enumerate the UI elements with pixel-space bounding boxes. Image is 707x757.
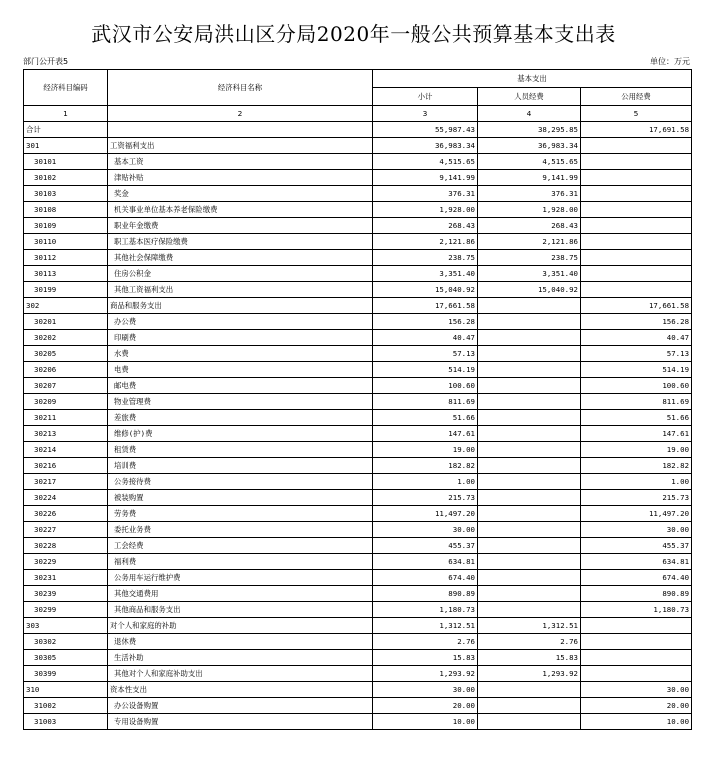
- code-cell: 30216: [24, 458, 108, 474]
- subtotal-cell: 57.13: [373, 346, 478, 362]
- code-cell: 30302: [24, 634, 108, 650]
- table-row: [24, 634, 692, 650]
- subtotal-cell: 19.00: [373, 442, 478, 458]
- code-cell: 30226: [24, 506, 108, 522]
- subtotal-cell: 11,497.20: [373, 506, 478, 522]
- subtotal-cell: 15,040.92: [373, 282, 478, 298]
- name-cell: 基本工资: [108, 154, 373, 170]
- code-cell: 30101: [24, 154, 108, 170]
- public-cell: 674.40: [581, 570, 692, 586]
- personnel-cell: 15.83: [478, 650, 581, 666]
- public-cell: 215.73: [581, 490, 692, 506]
- name-cell: 机关事业单位基本养老保险缴费: [108, 202, 373, 218]
- code-cell: 30206: [24, 362, 108, 378]
- personnel-cell: 2,121.86: [478, 234, 581, 250]
- table-row: [24, 586, 692, 602]
- name-cell: 公务接待费: [108, 474, 373, 490]
- personnel-cell: 2.76: [478, 634, 581, 650]
- code-cell: 30217: [24, 474, 108, 490]
- table-row: [24, 602, 692, 618]
- table-row: [24, 618, 692, 634]
- name-cell: 水费: [108, 346, 373, 362]
- header-basic: 基本支出: [373, 70, 692, 88]
- table-row: [24, 458, 692, 474]
- subtotal-cell: 55,987.43: [373, 122, 478, 138]
- table-row: [24, 410, 692, 426]
- code-cell: 31002: [24, 698, 108, 714]
- name-cell: 职工基本医疗保险缴费: [108, 234, 373, 250]
- name-cell: 办公设备购置: [108, 698, 373, 714]
- name-cell: 电费: [108, 362, 373, 378]
- personnel-cell: [478, 554, 581, 570]
- code-cell: 30109: [24, 218, 108, 234]
- subtotal-cell: 9,141.99: [373, 170, 478, 186]
- table-row: [24, 314, 692, 330]
- public-cell: [581, 170, 692, 186]
- name-cell: 专用设备购置: [108, 714, 373, 730]
- public-cell: [581, 666, 692, 682]
- subtotal-cell: 17,661.58: [373, 298, 478, 314]
- code-cell: 30213: [24, 426, 108, 442]
- personnel-cell: 36,983.34: [478, 138, 581, 154]
- code-cell: 30102: [24, 170, 108, 186]
- code-cell: 30201: [24, 314, 108, 330]
- subtotal-cell: 376.31: [373, 186, 478, 202]
- table-row: [24, 442, 692, 458]
- subtotal-cell: 674.40: [373, 570, 478, 586]
- subtotal-cell: 890.89: [373, 586, 478, 602]
- table-row: [24, 346, 692, 362]
- name-cell: 培训费: [108, 458, 373, 474]
- table-row: [24, 138, 692, 154]
- code-cell: 30209: [24, 394, 108, 410]
- code-cell: 30399: [24, 666, 108, 682]
- personnel-cell: [478, 714, 581, 730]
- table-row: [24, 570, 692, 586]
- subtotal-cell: 10.00: [373, 714, 478, 730]
- name-cell: 其他商品和服务支出: [108, 602, 373, 618]
- public-cell: [581, 650, 692, 666]
- header-code: 经济科目编码: [24, 70, 108, 106]
- code-cell: 30112: [24, 250, 108, 266]
- subtotal-cell: 238.75: [373, 250, 478, 266]
- index-cell: 2: [108, 106, 373, 122]
- subtotal-cell: 215.73: [373, 490, 478, 506]
- table-row: [24, 330, 692, 346]
- table-row: [24, 490, 692, 506]
- table-row: [24, 666, 692, 682]
- public-cell: 20.00: [581, 698, 692, 714]
- table-row: [24, 698, 692, 714]
- personnel-cell: 3,351.40: [478, 266, 581, 282]
- personnel-cell: [478, 698, 581, 714]
- subtotal-cell: 2,121.86: [373, 234, 478, 250]
- table-row: [24, 426, 692, 442]
- code-cell: 30227: [24, 522, 108, 538]
- name-cell: 商品和服务支出: [108, 298, 373, 314]
- subtotal-cell: 100.60: [373, 378, 478, 394]
- public-cell: [581, 154, 692, 170]
- name-cell: 邮电费: [108, 378, 373, 394]
- personnel-cell: 1,928.00: [478, 202, 581, 218]
- table-row: [24, 218, 692, 234]
- table-row: [24, 170, 692, 186]
- subtotal-cell: 514.19: [373, 362, 478, 378]
- code-cell: 30299: [24, 602, 108, 618]
- personnel-cell: [478, 538, 581, 554]
- name-cell: 其他交通费用: [108, 586, 373, 602]
- table-row: [24, 554, 692, 570]
- table-row: [24, 122, 692, 138]
- public-cell: 514.19: [581, 362, 692, 378]
- personnel-cell: [478, 522, 581, 538]
- subtotal-cell: 1,293.92: [373, 666, 478, 682]
- personnel-cell: [478, 506, 581, 522]
- subtotal-cell: 1,180.73: [373, 602, 478, 618]
- table-row: [24, 250, 692, 266]
- code-cell: 310: [24, 682, 108, 698]
- public-cell: 17,661.58: [581, 298, 692, 314]
- subtotal-cell: 15.83: [373, 650, 478, 666]
- personnel-cell: 1,293.92: [478, 666, 581, 682]
- code-cell: 30224: [24, 490, 108, 506]
- index-cell: 3: [373, 106, 478, 122]
- code-cell: 30211: [24, 410, 108, 426]
- name-cell: 退休费: [108, 634, 373, 650]
- table-row: [24, 378, 692, 394]
- table-body: [24, 122, 692, 730]
- header-public: 公用经费: [581, 88, 692, 106]
- public-cell: [581, 266, 692, 282]
- personnel-cell: 268.43: [478, 218, 581, 234]
- subtotal-cell: 36,983.34: [373, 138, 478, 154]
- personnel-cell: [478, 602, 581, 618]
- name-cell: 差旅费: [108, 410, 373, 426]
- subtotal-cell: 1.00: [373, 474, 478, 490]
- name-cell: 奖金: [108, 186, 373, 202]
- public-cell: 11,497.20: [581, 506, 692, 522]
- code-cell: 30113: [24, 266, 108, 282]
- name-cell: 津贴补贴: [108, 170, 373, 186]
- public-cell: 811.69: [581, 394, 692, 410]
- code-cell: 30207: [24, 378, 108, 394]
- name-cell: 办公费: [108, 314, 373, 330]
- personnel-cell: 376.31: [478, 186, 581, 202]
- name-cell: 租赁费: [108, 442, 373, 458]
- name-cell: 被装购置: [108, 490, 373, 506]
- public-cell: 40.47: [581, 330, 692, 346]
- code-cell: 302: [24, 298, 108, 314]
- personnel-cell: [478, 586, 581, 602]
- personnel-cell: [478, 426, 581, 442]
- code-cell: 30103: [24, 186, 108, 202]
- name-cell: 住房公积金: [108, 266, 373, 282]
- public-cell: [581, 282, 692, 298]
- subtotal-cell: 156.28: [373, 314, 478, 330]
- code-cell: 30305: [24, 650, 108, 666]
- header-personnel: 人员经费: [478, 88, 581, 106]
- table-row: [24, 394, 692, 410]
- public-cell: 156.28: [581, 314, 692, 330]
- name-cell: [108, 122, 373, 138]
- index-cell: 4: [478, 106, 581, 122]
- public-cell: 51.66: [581, 410, 692, 426]
- personnel-cell: [478, 490, 581, 506]
- personnel-cell: [478, 378, 581, 394]
- name-cell: 工资福利支出: [108, 138, 373, 154]
- subtotal-cell: 811.69: [373, 394, 478, 410]
- name-cell: 公务用车运行维护费: [108, 570, 373, 586]
- public-cell: [581, 186, 692, 202]
- subtotal-cell: 2.76: [373, 634, 478, 650]
- subtotal-cell: 1,928.00: [373, 202, 478, 218]
- table-row: [24, 282, 692, 298]
- code-cell: 30228: [24, 538, 108, 554]
- public-cell: 100.60: [581, 378, 692, 394]
- subtotal-cell: 30.00: [373, 682, 478, 698]
- table-row: [24, 506, 692, 522]
- personnel-cell: [478, 394, 581, 410]
- public-cell: 1.00: [581, 474, 692, 490]
- name-cell: 福利费: [108, 554, 373, 570]
- index-cell: 5: [581, 106, 692, 122]
- personnel-cell: [478, 570, 581, 586]
- name-cell: 其他社会保障缴费: [108, 250, 373, 266]
- code-cell: 30108: [24, 202, 108, 218]
- subtotal-cell: 40.47: [373, 330, 478, 346]
- personnel-cell: 9,141.99: [478, 170, 581, 186]
- public-cell: [581, 634, 692, 650]
- personnel-cell: [478, 362, 581, 378]
- subtotal-cell: 20.00: [373, 698, 478, 714]
- public-cell: [581, 250, 692, 266]
- table-row: [24, 266, 692, 282]
- table-row: [24, 362, 692, 378]
- code-cell: 30229: [24, 554, 108, 570]
- public-cell: 10.00: [581, 714, 692, 730]
- personnel-cell: [478, 330, 581, 346]
- subtotal-cell: 147.61: [373, 426, 478, 442]
- budget-table: [23, 69, 692, 730]
- code-cell: 301: [24, 138, 108, 154]
- public-cell: 30.00: [581, 682, 692, 698]
- table-row: [24, 714, 692, 730]
- table-row: [24, 202, 692, 218]
- code-cell: 303: [24, 618, 108, 634]
- name-cell: 印刷费: [108, 330, 373, 346]
- personnel-cell: 15,040.92: [478, 282, 581, 298]
- subtotal-cell: 4,515.65: [373, 154, 478, 170]
- subtotal-cell: 268.43: [373, 218, 478, 234]
- code-cell: 31003: [24, 714, 108, 730]
- public-cell: 634.81: [581, 554, 692, 570]
- public-cell: 19.00: [581, 442, 692, 458]
- table-row: [24, 234, 692, 250]
- personnel-cell: 1,312.51: [478, 618, 581, 634]
- page-title: 武汉市公安局洪山区分局2020年一般公共预算基本支出表: [91, 22, 616, 46]
- table-row: [24, 298, 692, 314]
- form-code: 部门公开表5: [23, 57, 69, 66]
- personnel-cell: 4,515.65: [478, 154, 581, 170]
- header-subtotal: 小计: [373, 88, 478, 106]
- personnel-cell: [478, 442, 581, 458]
- name-cell: 维修(护)费: [108, 426, 373, 442]
- personnel-cell: [478, 298, 581, 314]
- personnel-cell: [478, 682, 581, 698]
- name-cell: 劳务费: [108, 506, 373, 522]
- name-cell: 其他工资福利支出: [108, 282, 373, 298]
- public-cell: [581, 618, 692, 634]
- code-cell: 30231: [24, 570, 108, 586]
- table-row: [24, 154, 692, 170]
- code-cell: 30214: [24, 442, 108, 458]
- personnel-cell: [478, 458, 581, 474]
- code-cell: 30205: [24, 346, 108, 362]
- public-cell: [581, 234, 692, 250]
- name-cell: 生活补助: [108, 650, 373, 666]
- personnel-cell: 38,295.85: [478, 122, 581, 138]
- public-cell: [581, 202, 692, 218]
- public-cell: 182.82: [581, 458, 692, 474]
- public-cell: [581, 218, 692, 234]
- public-cell: 1,180.73: [581, 602, 692, 618]
- name-cell: 工会经费: [108, 538, 373, 554]
- table-row: [24, 186, 692, 202]
- public-cell: 30.00: [581, 522, 692, 538]
- table-row: [24, 682, 692, 698]
- unit-label: 单位：万元: [650, 57, 690, 66]
- personnel-cell: [478, 474, 581, 490]
- name-cell: 物业管理费: [108, 394, 373, 410]
- table-row: [24, 538, 692, 554]
- name-cell: 其他对个人和家庭补助支出: [108, 666, 373, 682]
- personnel-cell: [478, 314, 581, 330]
- subtotal-cell: 182.82: [373, 458, 478, 474]
- table-row: [24, 650, 692, 666]
- code-cell: 30110: [24, 234, 108, 250]
- subtotal-cell: 3,351.40: [373, 266, 478, 282]
- subtotal-cell: 30.00: [373, 522, 478, 538]
- code-cell: 30202: [24, 330, 108, 346]
- index-cell: 1: [24, 106, 108, 122]
- public-cell: [581, 138, 692, 154]
- public-cell: 17,691.58: [581, 122, 692, 138]
- subtotal-cell: 634.81: [373, 554, 478, 570]
- name-cell: 资本性支出: [108, 682, 373, 698]
- name-cell: 对个人和家庭的补助: [108, 618, 373, 634]
- subtotal-cell: 51.66: [373, 410, 478, 426]
- public-cell: 455.37: [581, 538, 692, 554]
- personnel-cell: [478, 410, 581, 426]
- code-cell: 30199: [24, 282, 108, 298]
- code-cell: 合计: [24, 122, 108, 138]
- name-cell: 职业年金缴费: [108, 218, 373, 234]
- header-name: 经济科目名称: [108, 70, 373, 106]
- code-cell: 30239: [24, 586, 108, 602]
- table-row: [24, 522, 692, 538]
- subtotal-cell: 1,312.51: [373, 618, 478, 634]
- public-cell: 890.89: [581, 586, 692, 602]
- public-cell: 147.61: [581, 426, 692, 442]
- personnel-cell: [478, 346, 581, 362]
- personnel-cell: 238.75: [478, 250, 581, 266]
- public-cell: 57.13: [581, 346, 692, 362]
- table-row: [24, 474, 692, 490]
- name-cell: 委托业务费: [108, 522, 373, 538]
- subtotal-cell: 455.37: [373, 538, 478, 554]
